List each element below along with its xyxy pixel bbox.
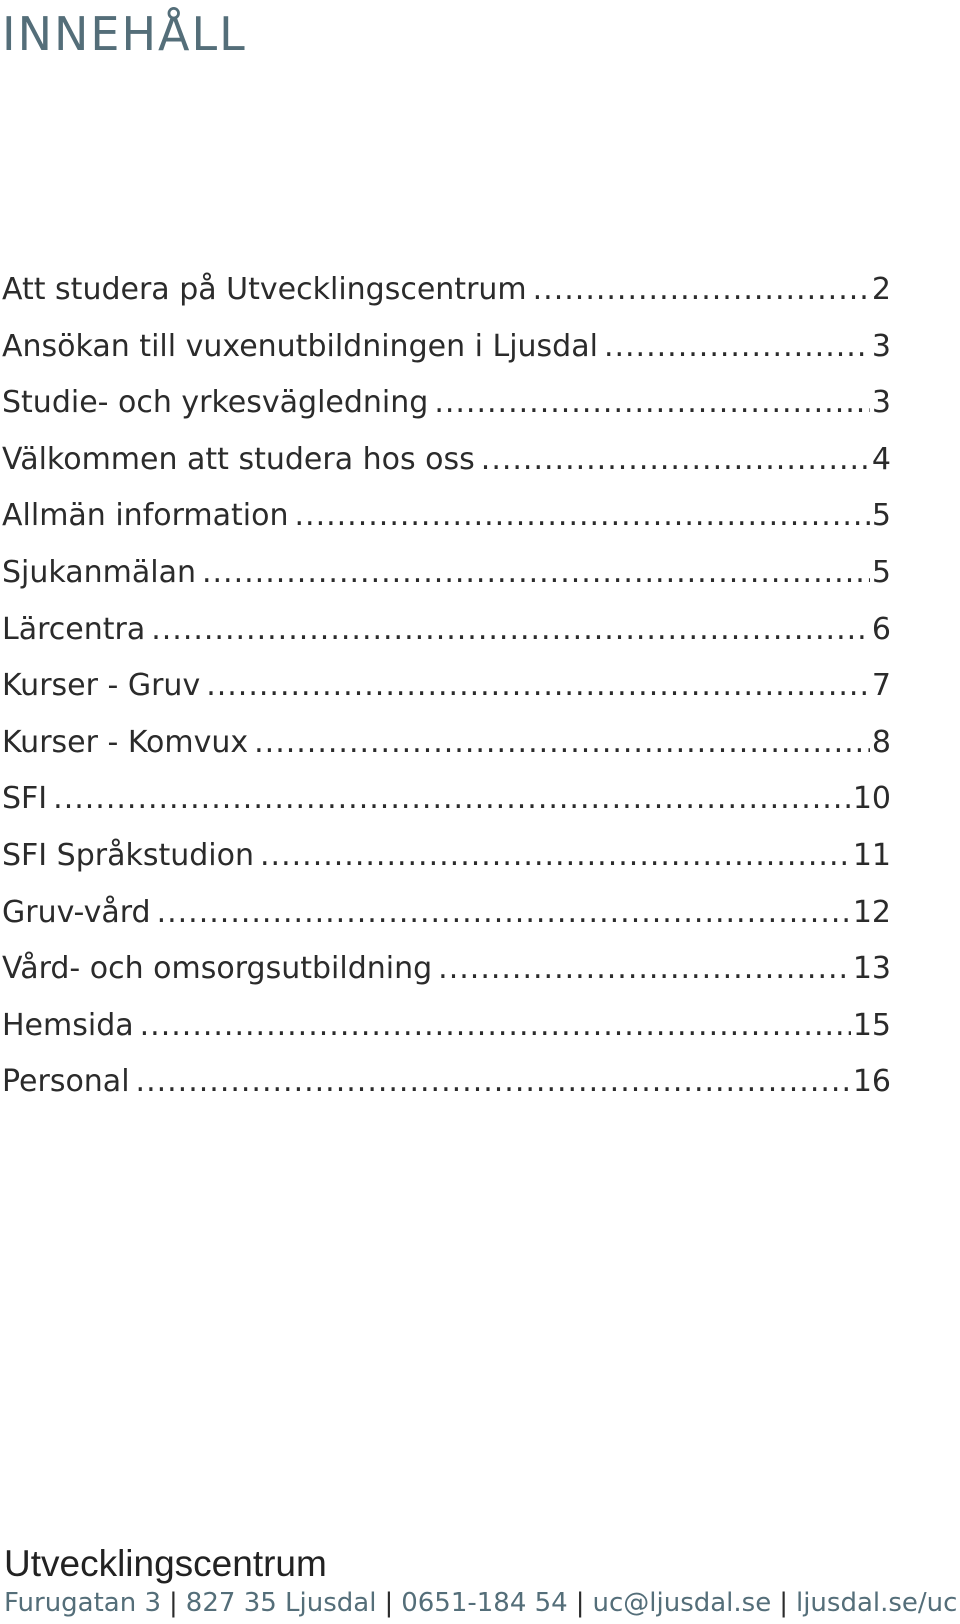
footer-contact-line bbox=[4, 1584, 960, 1622]
footer-phone: 0651-184 54 bbox=[401, 1588, 568, 1618]
toc-entry-label: Sjukanmälan bbox=[2, 554, 196, 590]
footer-address: Furugatan 3 bbox=[4, 1588, 162, 1618]
footer-email-link[interactable]: uc@ljusdal.se bbox=[592, 1588, 772, 1618]
toc-entry[interactable] bbox=[2, 828, 891, 885]
toc-entry-page-number: 15 bbox=[852, 1007, 891, 1043]
toc-entry-page-number: 6 bbox=[871, 611, 891, 647]
toc-dot-leader bbox=[206, 658, 870, 714]
footer-organization-name: Utvecklingscentrum bbox=[4, 1543, 327, 1584]
toc-entry-page-number: 5 bbox=[871, 498, 891, 534]
toc-dot-leader bbox=[157, 885, 851, 941]
toc-entry-page-number: 16 bbox=[852, 1064, 891, 1100]
footer-separator: | bbox=[779, 1588, 788, 1618]
toc-entry-label: Ansökan till vuxenutbildningen i Ljusdal bbox=[2, 328, 598, 364]
footer-separator: | bbox=[384, 1588, 394, 1618]
toc-entry-label: Kurser - Gruv bbox=[2, 668, 201, 704]
toc-entry-page-number: 5 bbox=[871, 554, 891, 590]
toc-entry-label: Allmän information bbox=[2, 498, 289, 534]
toc-entry-page-number: 10 bbox=[852, 781, 891, 817]
toc-dot-leader bbox=[295, 488, 870, 544]
toc-entry-page-number: 11 bbox=[852, 837, 891, 873]
toc-entry-label: Studie- och yrkesvägledning bbox=[2, 385, 429, 421]
toc-entry-page-number: 3 bbox=[871, 328, 891, 364]
toc-entry[interactable] bbox=[2, 998, 891, 1055]
toc-entry-label: Personal bbox=[2, 1064, 130, 1100]
toc-dot-leader bbox=[151, 602, 870, 658]
toc-dot-leader bbox=[53, 771, 851, 827]
toc-entry-label: SFI Språkstudion bbox=[2, 837, 255, 873]
page-title: INNEHÅLL bbox=[2, 7, 247, 61]
toc-entry[interactable] bbox=[2, 545, 891, 602]
toc-dot-leader bbox=[136, 1054, 851, 1110]
toc-entry-page-number: 2 bbox=[871, 272, 891, 307]
toc-entry[interactable] bbox=[2, 715, 891, 772]
toc-dot-leader bbox=[254, 715, 870, 771]
toc-entry-label: Välkommen att studera hos oss bbox=[2, 441, 475, 477]
toc-entry[interactable] bbox=[2, 375, 891, 432]
table-of-contents bbox=[2, 262, 891, 1111]
toc-dot-leader bbox=[202, 545, 870, 601]
toc-entry[interactable] bbox=[2, 885, 891, 942]
toc-dot-leader bbox=[260, 828, 851, 884]
toc-entry-page-number: 8 bbox=[871, 724, 891, 760]
toc-entry-label: Att studera på Utvecklingscentrum bbox=[2, 272, 527, 307]
toc-entry-label: Vård- och omsorgsutbildning bbox=[2, 951, 433, 987]
toc-entry-page-number: 7 bbox=[871, 668, 891, 704]
toc-entry[interactable] bbox=[2, 941, 891, 998]
toc-dot-leader bbox=[481, 432, 870, 488]
toc-entry[interactable] bbox=[2, 771, 891, 828]
toc-dot-leader bbox=[434, 375, 870, 431]
toc-dot-leader bbox=[438, 941, 851, 997]
footer bbox=[4, 1544, 960, 1622]
toc-dot-leader bbox=[533, 262, 870, 318]
toc-entry-page-number: 3 bbox=[871, 385, 891, 421]
toc-entry[interactable] bbox=[2, 319, 891, 376]
toc-entry-label: Lärcentra bbox=[2, 611, 146, 647]
toc-entry[interactable] bbox=[2, 262, 891, 319]
footer-postal: 827 35 Ljusdal bbox=[185, 1588, 377, 1618]
toc-entry-label: Gruv-vård bbox=[2, 894, 151, 930]
toc-entry-label: Kurser - Komvux bbox=[2, 724, 249, 760]
toc-entry[interactable] bbox=[2, 432, 891, 489]
toc-entry-label: Hemsida bbox=[2, 1007, 134, 1043]
footer-website-link[interactable]: ljusdal.se/uc bbox=[795, 1588, 958, 1618]
toc-entry-page-number: 12 bbox=[852, 894, 891, 930]
toc-entry-label: SFI bbox=[2, 781, 48, 817]
toc-entry-page-number: 4 bbox=[871, 441, 891, 477]
toc-entry-page-number: 13 bbox=[852, 951, 891, 987]
footer-separator: | bbox=[169, 1588, 178, 1618]
toc-entry[interactable] bbox=[2, 488, 891, 545]
toc-dot-leader bbox=[140, 998, 851, 1054]
footer-separator: | bbox=[575, 1588, 585, 1618]
toc-dot-leader bbox=[604, 319, 870, 375]
toc-entry[interactable] bbox=[2, 658, 891, 715]
toc-entry[interactable] bbox=[2, 602, 891, 659]
toc-entry[interactable] bbox=[2, 1054, 891, 1111]
